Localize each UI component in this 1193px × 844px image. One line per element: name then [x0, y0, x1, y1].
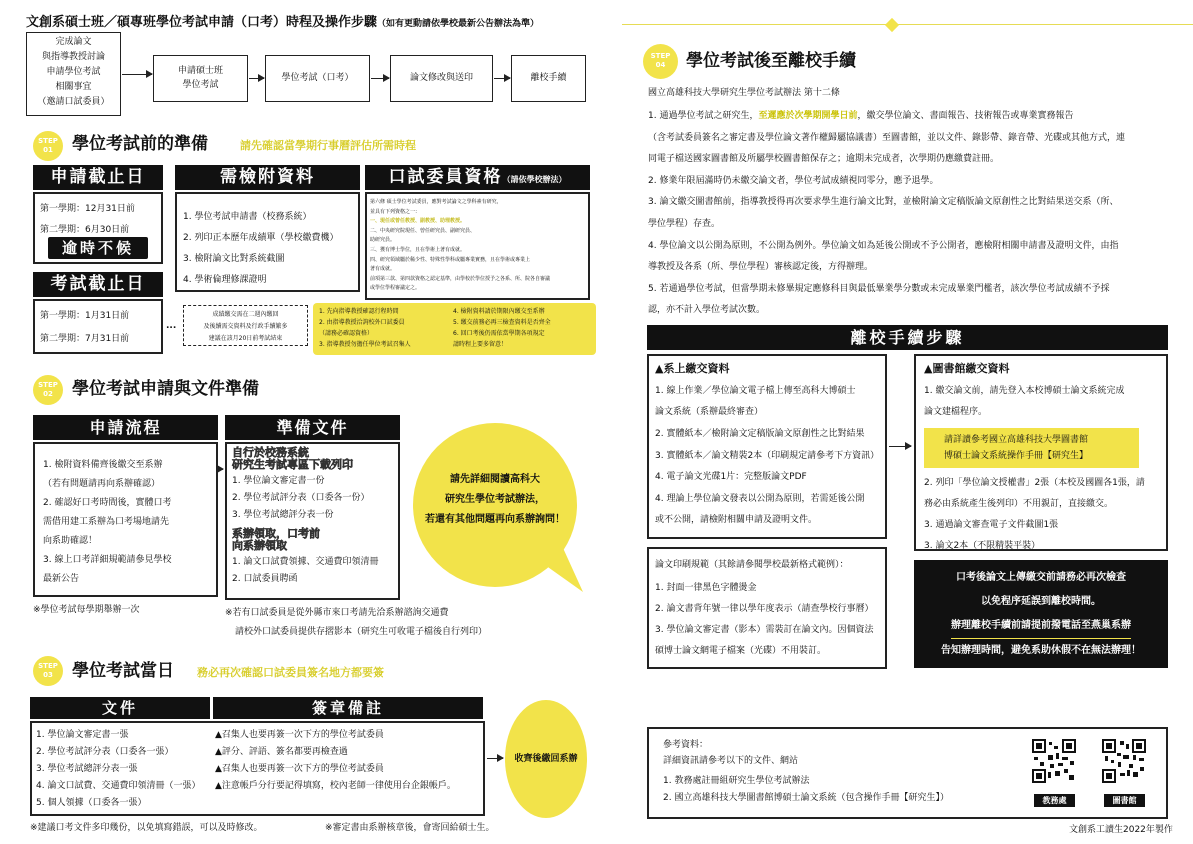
- committee-line: 前項第三款、第四款資格之認定基準，由學校於學位授予之各系、所、院各自審議: [370, 275, 551, 282]
- reminder-item: 5. 繳交前務必再三檢查資料是否齊全: [453, 319, 551, 326]
- prepare-box: [225, 442, 400, 600]
- law-text-part: ，繳交學位論文、書面報告、技術報告或專業實務報告: [857, 111, 1074, 121]
- flow-step-1: 完成論文 與指導教授討論 申請學位考試 相關事宜 （邀請口試委員）: [26, 32, 121, 116]
- apply-deadline-title: 申請截止日: [33, 165, 163, 190]
- docs-item: 3. 檢附論文比對系統截圖: [183, 254, 285, 265]
- page-title: [26, 14, 539, 32]
- prepare-footnote: ※若有口試委員是從外縣市來口考請先洽系辦諮詢交通費: [225, 608, 449, 618]
- committee-box: [365, 192, 590, 300]
- prepare-item: 2. 口試委員聘函: [232, 574, 298, 584]
- notice-line: 口考後論文上傳繳交前請務必再次檢查: [956, 572, 1126, 583]
- committee-title-note: （請依學校辦法）: [502, 175, 567, 184]
- committee-line: 並具有下列資格之一：: [370, 208, 421, 215]
- exam-deadline-item: 第一學期：1月31日前: [40, 311, 130, 321]
- committee-line: 四、研究領域屬於稀少性、特殊性學科或屬專業實務，且在學術或專業上: [370, 256, 531, 263]
- lib-item: 2. 列印「學位論文授權書」2張（本校及國圖各1張，請: [924, 477, 1145, 488]
- deadline-note-line: 成績繳交需在二週內繳回: [212, 311, 279, 318]
- day-footnote: ※審定書由系辦核章後，會寄回給碩士生。: [325, 823, 495, 833]
- committee-line: 二、中央研究院現任、曾任研究員、副研究員、: [370, 227, 476, 234]
- dept-item: 或不公開，請檢附相關申請及證明文件。: [655, 515, 818, 526]
- day-doc-item: 4. 論文口試費、交通費印領清冊（一張）: [36, 781, 201, 791]
- reminder-item: 1. 先向指導教授確認行程時間: [319, 308, 399, 315]
- prepare-section1-title: 自行於校務系統 研究生考試專區下載列印: [232, 446, 353, 471]
- top-diamond: [885, 18, 899, 32]
- law-line: [648, 106, 1125, 128]
- bubble-line: 若還有其他問題再向系辦詢問！: [425, 514, 565, 525]
- flow-step-3: 學位考試（口考）: [265, 55, 370, 102]
- refs-item: 2. 國立高雄科技大學圖書館博碩士論文系統（包含操作手冊【研究生】）: [663, 793, 949, 803]
- lib-title: ▲圖書館繳交資料: [924, 362, 1010, 375]
- print-item: 3. 學位論文審定書（影本）需裝訂在論文內。因個資法: [655, 625, 874, 636]
- print-item: 2. 論文書背年號一律以學年度表示（請查學校行事曆）: [655, 604, 874, 615]
- qr-code-icon[interactable]: [1032, 739, 1076, 783]
- docs-box: [175, 192, 360, 292]
- law-title: 國立高雄科技大學研究生學位考試辦法 第十二條: [648, 88, 840, 98]
- day-sign-item: ▲注意帳戶分行要記得填寫，校內老師一律使用台企銀帳戶。: [215, 781, 456, 791]
- speech-bubble: [405, 470, 585, 530]
- apply-deadline-item: 第一學期：12月31日前: [40, 204, 135, 214]
- print-item: 1. 封面一律黑色字體燙金: [655, 583, 757, 594]
- day-footnote: ※建議口考文件多印幾份，以免填寫錯誤，可以及時修改。: [30, 823, 263, 833]
- step03-subtitle: 務必再次確認口試委員簽名地方都要簽: [197, 666, 384, 679]
- law-line: 2. 修業年限屆滿時仍未繳交論文者，學位考試成績視同零分，應予退學。: [648, 175, 939, 186]
- deadline-note-line: 建議在該月20日前考試結束: [208, 335, 283, 342]
- law-line: 5. 若通過學位考試，但當學期未修畢規定應修科目與最低畢業學分數或未完成畢業門檻者，該次學位考試成績不予採: [648, 283, 1110, 294]
- flow-arrow: [494, 78, 510, 79]
- dept-box: [647, 354, 887, 539]
- dept-title: ▲系上繳交資料: [655, 362, 730, 375]
- step03-badge: STEP 03: [33, 656, 63, 686]
- print-title: 論文印刷規範（其餘請參閱學校最新格式範例）：: [655, 560, 849, 570]
- apply-deadline-item: 第二學期：6月30日前: [40, 225, 130, 235]
- dept-item: 4. 理論上學位論文發表以公開為原則，若需延後公開: [655, 493, 865, 504]
- reminder-item: 請時程上要多留意！: [453, 341, 508, 348]
- committee-line: 著有成就。: [370, 266, 396, 273]
- prepare-item: 3. 學位考試總評分表一份: [232, 510, 334, 520]
- refs-intro: 詳細資訊請參考以下的文件、網站: [663, 756, 799, 766]
- law-line: 認，亦不計入學位考試次數。: [648, 305, 766, 316]
- process-item: 最新公告: [43, 574, 80, 584]
- day-doc-item: 2. 學位考試評分表（口委各一張）: [36, 747, 174, 757]
- step01-badge: STEP 01: [33, 131, 63, 161]
- reminder-notes: [313, 303, 596, 355]
- law-line: 同電子檔送國家圖書館及所屬學校圖書館保存之；逾期未完成者，次學期仍應繳費註冊。: [648, 154, 1000, 165]
- deadline-note-line: 及後續需交資料及行政手續繁多: [203, 323, 288, 330]
- prepare-item: 1. 學位論文審定書一份: [232, 476, 325, 486]
- section-arrow: [219, 469, 223, 470]
- law-line: （含考試委員簽名之審定書及學位論文著作權歸屬協議書）至圖書館，並以文件、錄影帶、錄音帶、光碟或其他方式，連: [648, 132, 1126, 143]
- exam-deadline-title: 考試截止日: [33, 272, 163, 297]
- notice-line: 以免程序延誤到離校時間。: [981, 596, 1101, 607]
- day-sign-item: ▲評分、評語、簽名都要再檢查過: [215, 747, 348, 757]
- notice-line: 辦理離校手續前請提前撥電話至燕巢系辦: [951, 614, 1131, 639]
- refs-item: 1. 教務處註冊組研究生學位考試辦法: [663, 776, 810, 786]
- process-footnote: ※學位考試每學期舉辦一次: [33, 605, 140, 615]
- lib-item: 論文建檔程序。: [924, 406, 988, 417]
- process-item: 向系助確認！: [43, 536, 98, 546]
- committee-line: 第六條 碩士學位考試委員，應對考試論文之學科素有研究，: [370, 199, 502, 205]
- return-arrow: [487, 758, 503, 759]
- dept-item: 2. 實體紙本／檢附論文定稿版論文原創性之比對結果: [655, 429, 865, 440]
- overdue-badge: 逾時不候: [48, 237, 148, 259]
- bubble-line: 請先詳細閱讀高科大: [450, 474, 540, 485]
- committee-line: 或學位學程審議定之。: [370, 285, 421, 292]
- docs-item: 4. 學術倫理修課證明: [183, 275, 267, 286]
- process-title: 申請流程: [33, 415, 218, 440]
- lib-highlight-line: 請詳讀參考國立高雄科技大學圖書館: [944, 434, 1089, 445]
- return-badge: 收齊後繳回系辦: [505, 700, 587, 818]
- top-rule: [622, 24, 1193, 25]
- lib-item: 3. 通過論文審查電子文件截圖1張: [924, 519, 1059, 530]
- day-sign-title: 簽章備註: [213, 697, 483, 719]
- day-docs-title: 文件: [30, 697, 210, 719]
- reminder-item: 3. 指導教授勿擔任學位考試召集人: [319, 341, 411, 348]
- committee-title: [365, 165, 590, 190]
- qr-label: 教務處: [1034, 794, 1075, 807]
- day-doc-item: 1. 學位論文審定書一張: [36, 730, 129, 740]
- leave-title: 離校手續步驟: [647, 325, 1168, 350]
- prepare-item: 2. 學位考試評分表（口委各一份）: [232, 493, 370, 503]
- law-text-part: 1. 通過學位考試之研究生，: [648, 111, 759, 121]
- deadline-note-box: [183, 305, 308, 346]
- process-item: 2. 確認好口考時間後，實體口考: [43, 498, 172, 508]
- step02-title: 學位考試申請與文件準備: [72, 379, 259, 399]
- process-item: 需借用建工系辦為口考場地請先: [43, 517, 170, 527]
- committee-line: 三、獲有博士學位，且在學術上著有成就。: [370, 246, 466, 253]
- bubble-line: 研究生學位考試辦法，: [445, 494, 545, 505]
- flow-arrow: [371, 78, 389, 79]
- lib-item: 務必由系統產生後列印）不用親訂，直接繳交。: [924, 498, 1114, 509]
- flow-step-5: 離校手續: [511, 55, 586, 102]
- process-box: [33, 442, 218, 597]
- lib-item: 3. 論文2本（不限精裝平裝）: [924, 540, 1041, 551]
- prepare-title: 準備文件: [225, 415, 400, 440]
- reminder-item: 6. 回口考後仍需依當學期各項規定: [453, 330, 545, 337]
- docs-item: 2. 列印正本歷年成績單（學校繳費機）: [183, 233, 339, 244]
- refs-box: [647, 727, 1168, 819]
- print-item: 碩博士論文網電子檔案（光碟）不用裝訂。: [655, 646, 827, 657]
- flow-arrow: [122, 74, 152, 75]
- exam-deadline-box: [33, 299, 163, 354]
- notice-line: 告知辦理時間，避免系助休假不在無法辦理！: [941, 645, 1141, 656]
- docs-item: 1. 學位考試申請書（校務系統）: [183, 212, 312, 222]
- credit: 文創系工讀生2022年製作: [1069, 825, 1173, 835]
- day-sign-item: ▲召集人也要再簽一次下方的學位考試委員: [215, 764, 384, 774]
- page-title-text: 文創系碩士班／碩專班學位考試申請（口考）時程及操作步驟: [26, 15, 378, 30]
- reminder-item: 4. 檢附資料請於期限內繳交至系辦: [453, 308, 545, 315]
- law-line: 學位學程）存查。: [648, 218, 721, 229]
- prepare-footnote: 請校外口試委員提供存摺影本（研究生可收電子檔後自行列印）: [235, 627, 488, 637]
- refs-title: 參考資料：: [663, 740, 709, 750]
- day-doc-item: 5. 個人領據（口委各一張）: [36, 798, 147, 808]
- dept-item: 1. 線上作業／學位論文電子檔上傳至高科大博碩士: [655, 385, 856, 396]
- prepare-item: 1. 論文口試費領據、交通費印領清冊: [232, 557, 379, 567]
- process-item: （若有問題請再向系辦確認）: [43, 479, 161, 489]
- day-table: [30, 721, 485, 816]
- qr-label: 圖書館: [1104, 794, 1145, 807]
- lib-box: [914, 354, 1168, 551]
- notice-box: [914, 560, 1168, 668]
- reminder-item: 2. 由指導教授洽詢校外口試委員: [319, 319, 405, 326]
- dept-to-lib-arrow: [889, 446, 911, 447]
- dept-item: 論文系統（系辦最終審查）: [655, 407, 764, 418]
- flow-step-4: 論文修改與送印: [390, 55, 493, 102]
- process-item: 3. 線上口考詳細規範請參見學校: [43, 555, 172, 565]
- exam-deadline-item: 第二學期：7月31日前: [40, 334, 130, 344]
- qr-code-icon[interactable]: [1102, 739, 1146, 783]
- ellipsis: ...: [166, 321, 177, 331]
- step01-subtitle: 請先確認當學期行事曆評估所需時程: [240, 139, 416, 152]
- lib-item: 1. 繳交論文前，請先登入本校博碩士論文系統完成: [924, 385, 1125, 396]
- committee-line: 助研究員。: [370, 237, 396, 244]
- dept-item: 4. 電子論文光碟1片：完整版論文PDF: [655, 472, 807, 483]
- committee-title-text: 口試委員資格: [388, 167, 503, 187]
- law-line: 4. 學位論文以公開為原則，不公開為例外。學位論文如為延後公開或不予公開者，應檢附相關申請書及證明文件，由指: [648, 240, 1119, 251]
- day-doc-item: 3. 學位考試總評分表一張: [36, 764, 138, 774]
- reminder-item: （請務必確認資格）: [319, 330, 374, 337]
- committee-line-highlight: 一、現任或曾任教授、副教授、助理教授。: [370, 218, 466, 225]
- process-item: 1. 檢附資料備齊後繳交至系辦: [43, 460, 163, 470]
- lib-highlight-line: 博碩士論文系統操作手冊【研究生】: [944, 450, 1089, 461]
- page-title-note: （如有更動請依學校最新公告辦法為準）: [377, 19, 540, 29]
- flow-arrow: [249, 78, 264, 79]
- docs-title: 需檢附資料: [175, 165, 360, 190]
- step04-title: 學位考試後至離校手續: [686, 51, 856, 71]
- step02-badge: STEP 02: [33, 375, 63, 405]
- prepare-section2-title: 系辦領取，口考前 向系辦領取: [232, 527, 320, 552]
- law-line: 導教授及各系（所、學位學程）審核認定後，方得辦理。: [648, 262, 874, 273]
- step04-badge: STEP 04: [643, 44, 678, 79]
- flow-step-2: 申請碩士班 學位考試: [153, 55, 248, 102]
- step03-title: 學位考試當日: [72, 661, 174, 681]
- law-text: [648, 106, 1125, 322]
- dept-item: 3. 實體紙本／論文精裝2本（印刷規定請參考下方資訊）: [655, 450, 880, 461]
- print-box: [647, 547, 887, 669]
- law-line: 3. 論文繳交圖書館前，指導教授得再次要求學生進行論文比對，並檢附論文定稿版論文原創性之比對結果送交系（所、: [648, 197, 1119, 208]
- lib-manual-highlight: [924, 428, 1139, 468]
- law-highlight: 至遲應於次學期開學日前: [758, 111, 858, 121]
- day-sign-item: ▲召集人也要再簽一次下方的學位考試委員: [215, 730, 384, 740]
- step01-title: 學位考試前的準備: [72, 134, 208, 154]
